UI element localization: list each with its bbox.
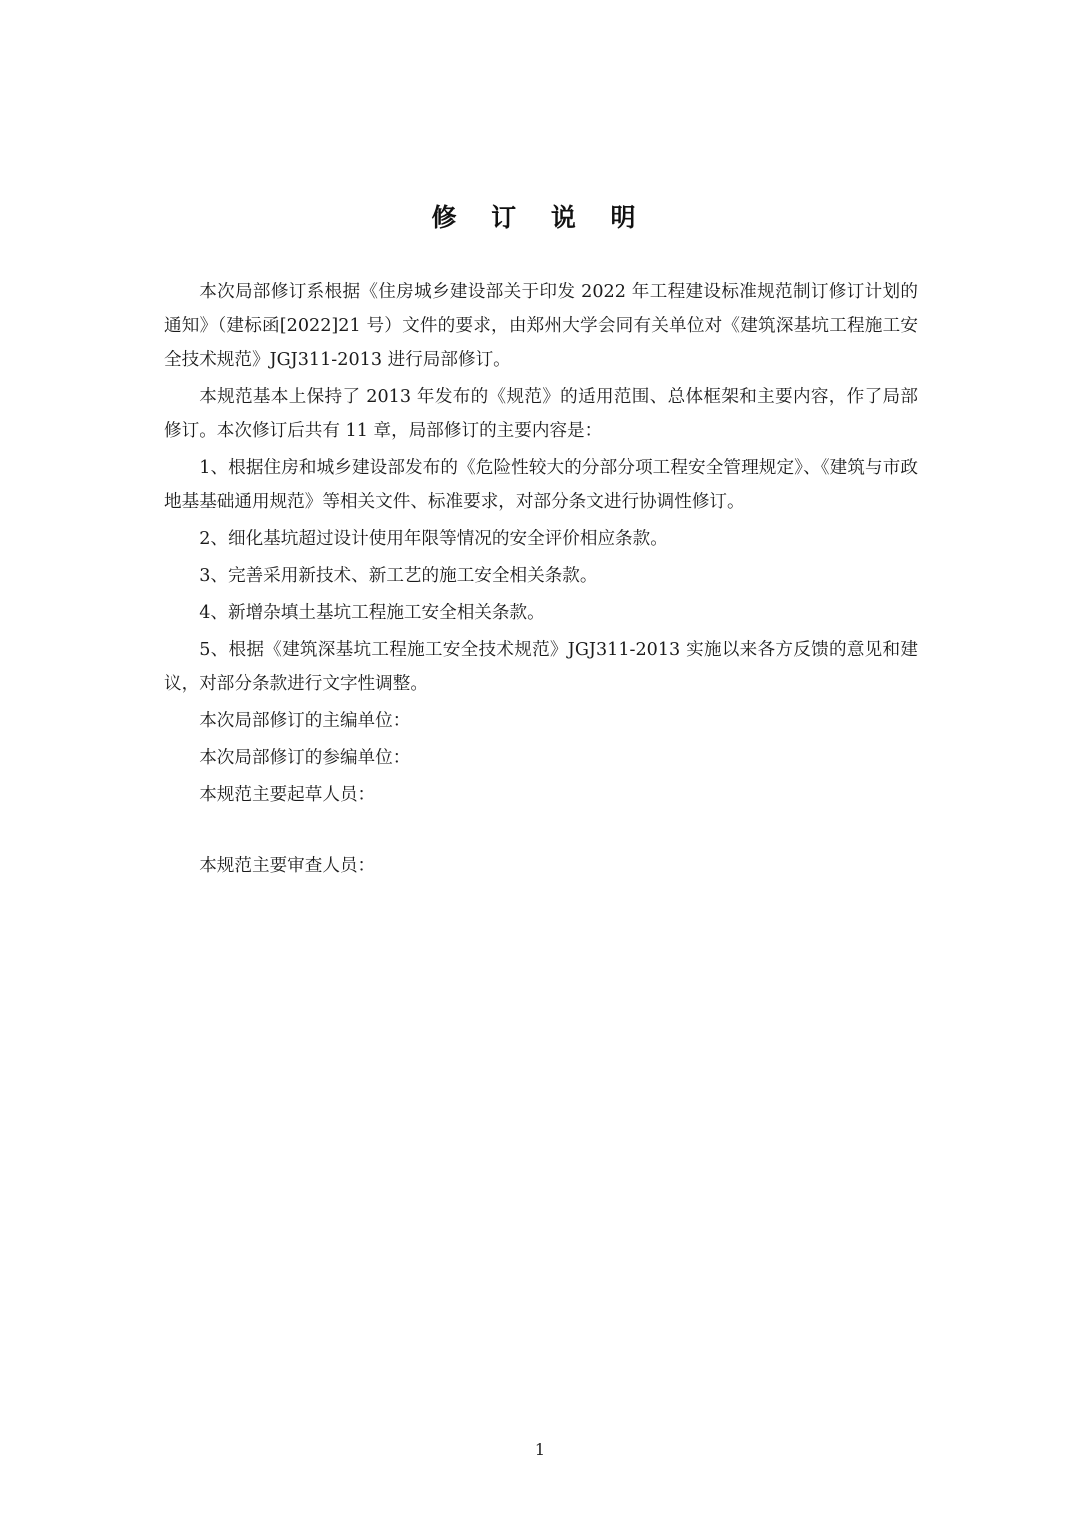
revision-item-5: 5、根据《建筑深基坑工程施工安全技术规范》JGJ311-2013 实施以来各方反馈的意见和建议，对部分条款进行文字性调整。: [164, 640, 918, 694]
page-number: 1: [534, 1440, 546, 1459]
paragraph-overview: 本规范基本上保持了 2013 年发布的《规范》的适用范围、总体框架和主要内容，作了局部修订。本次修订后共有 11 章，局部修订的主要内容是：: [164, 387, 918, 441]
revision-item-1: 1、根据住房和城乡建设部发布的《危险性较大的分部分项工程安全管理规定》、《建筑与市政地基基础通用规范》等相关文件、标准要求，对部分条文进行协调性修订。: [164, 458, 918, 512]
page-title: 修 订 说 明: [431, 203, 649, 232]
revision-item-3: 3、完善采用新技术、新工艺的施工安全相关条款。: [199, 566, 598, 586]
paragraph-basis: 本次局部修订系根据《住房城乡建设部关于印发 2022 年工程建设标准规范制订修订计划的通知》（建标函[2022]21 号）文件的要求，由郑州大学会同有关单位对《建筑深基坑工程施工安全技术规范》JGJ311-2013 进行局部修订。: [164, 282, 918, 370]
body-text: [164, 275, 918, 886]
revision-item-2: 2、细化基坑超过设计使用年限等情况的安全评价相应条款。: [199, 529, 668, 549]
chief-editing-unit: 本次局部修订的主编单位：: [199, 711, 411, 731]
participating-units: 本次局部修订的参编单位：: [199, 748, 411, 768]
main-reviewers: 本规范主要审查人员：: [199, 856, 376, 876]
revision-item-4: 4、新增杂填土基坑工程施工安全相关条款。: [199, 603, 545, 623]
main-drafters: 本规范主要起草人员：: [199, 785, 376, 805]
